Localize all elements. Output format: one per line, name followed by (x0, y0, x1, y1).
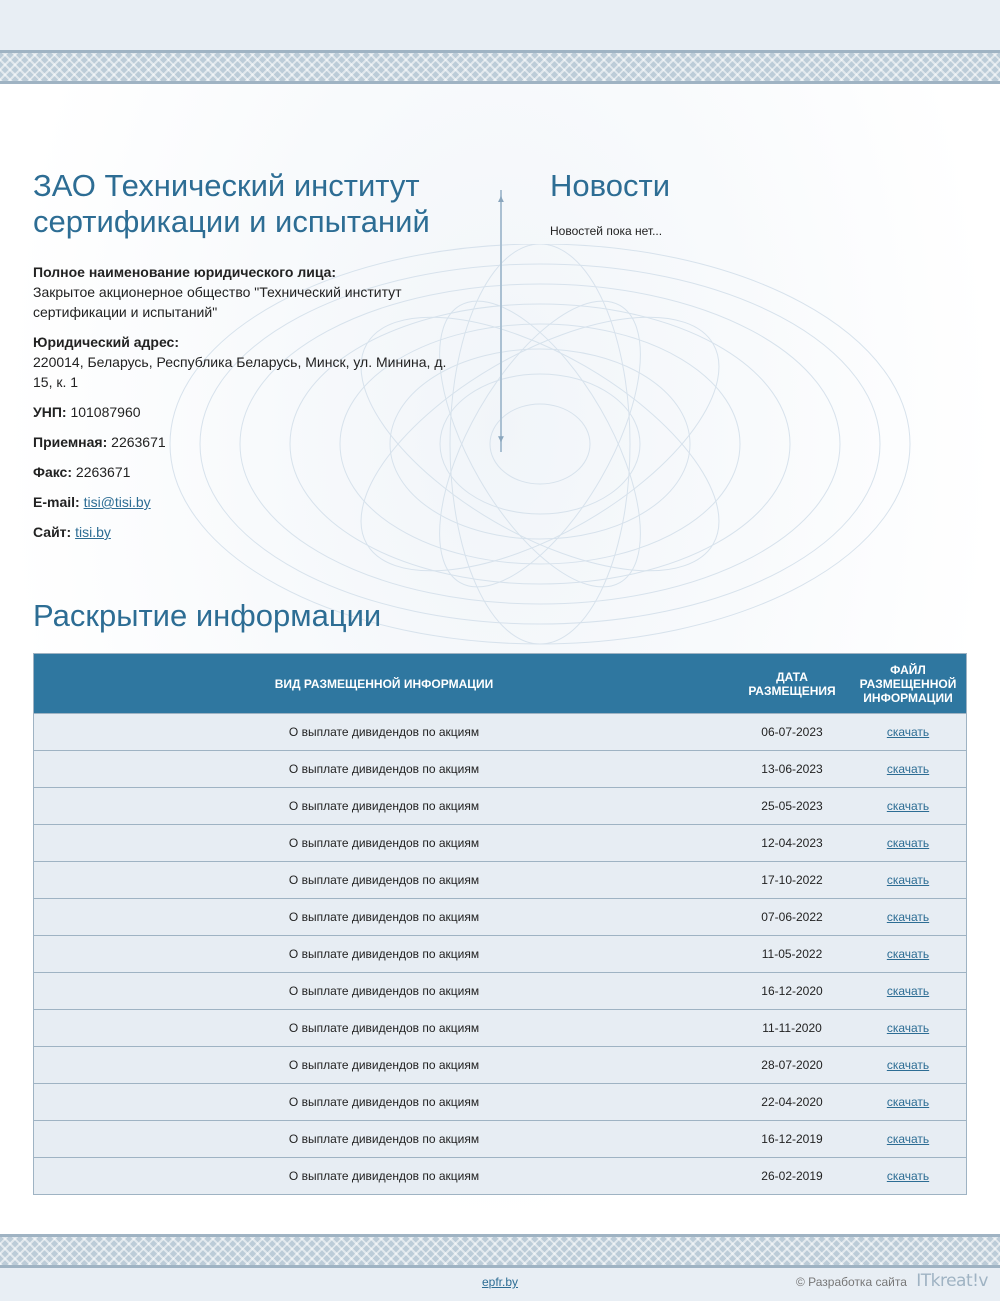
row-type-cell: О выплате дивидендов по акциям (34, 1047, 734, 1084)
row-date-cell: 25-05-2023 (734, 788, 850, 825)
site-field (33, 522, 453, 542)
footer (0, 1268, 1000, 1301)
reception-value: 2263671 (111, 434, 166, 450)
row-date-cell: 17-10-2022 (734, 862, 850, 899)
row-type-cell: О выплате дивидендов по акциям (34, 825, 734, 862)
unp-label: УНП: (33, 404, 67, 420)
news-title: Новости (550, 168, 671, 203)
row-file-cell (850, 936, 966, 973)
table-row (34, 1084, 966, 1121)
table-row (34, 1121, 966, 1158)
full-name-field (33, 262, 453, 322)
disclosure-title: Раскрытие информации (33, 598, 382, 633)
row-date-cell: 16-12-2020 (734, 973, 850, 1010)
row-type-cell: О выплате дивидендов по акциям (34, 936, 734, 973)
row-date-cell: 13-06-2023 (734, 751, 850, 788)
table-header-row (34, 654, 966, 714)
table-row (34, 825, 966, 862)
address-field (33, 332, 453, 392)
decorative-band-bottom (0, 1234, 1000, 1268)
table-row (34, 714, 966, 751)
row-type-cell: О выплате дивидендов по акциям (34, 1084, 734, 1121)
row-file-cell (850, 1158, 966, 1195)
row-date-cell: 11-11-2020 (734, 1010, 850, 1047)
disclosure-table (33, 653, 967, 1195)
row-file-cell (850, 899, 966, 936)
full-name-label: Полное наименование юридического лица: (33, 264, 337, 280)
developer-logo[interactable]: ITkreat!v (916, 1271, 988, 1291)
download-link[interactable]: скачать (886, 947, 930, 961)
row-date-cell: 11-05-2022 (734, 936, 850, 973)
table-row (34, 899, 966, 936)
download-link[interactable]: скачать (886, 873, 930, 887)
fax-value: 2263671 (75, 464, 131, 480)
download-link[interactable]: скачать (886, 910, 930, 924)
row-file-cell (850, 825, 966, 862)
row-type-cell: О выплате дивидендов по акциям (34, 862, 734, 899)
address-value: 220014, Беларусь, Республика Беларусь, Минск, ул. Минина, д. 15, к. 1 (33, 354, 447, 390)
fax-label: Факс: (33, 464, 73, 480)
column-header-type: ВИД РАЗМЕЩЕННОЙ ИНФОРМАЦИИ (34, 654, 734, 714)
news-section (550, 168, 950, 238)
email-field (33, 492, 453, 512)
download-link[interactable]: скачать (886, 799, 930, 813)
row-file-cell (850, 788, 966, 825)
row-file-cell (850, 1047, 966, 1084)
table-row (34, 936, 966, 973)
row-type-cell: О выплате дивидендов по акциям (34, 899, 734, 936)
column-divider (500, 190, 502, 452)
row-file-cell (850, 714, 966, 751)
email-link[interactable]: tisi@tisi.by (83, 494, 151, 510)
download-link[interactable]: скачать (886, 762, 930, 776)
table-row (34, 973, 966, 1010)
divider-top-ornament: ▲ (496, 194, 506, 205)
developer-credit (796, 1271, 988, 1291)
row-file-cell (850, 1121, 966, 1158)
column-header-date: ДАТА РАЗМЕЩЕНИЯ (734, 654, 850, 714)
row-date-cell: 06-07-2023 (734, 714, 850, 751)
address-label: Юридический адрес: (33, 334, 179, 350)
row-file-cell (850, 862, 966, 899)
footer-link[interactable]: epfr.by (481, 1275, 519, 1289)
row-file-cell (850, 751, 966, 788)
row-type-cell: О выплате дивидендов по акциям (34, 1010, 734, 1047)
email-label: E-mail: (33, 494, 80, 510)
credit-text: © Разработка сайта (795, 1275, 907, 1289)
row-type-cell: О выплате дивидендов по акциям (34, 751, 734, 788)
row-file-cell (850, 973, 966, 1010)
divider-bottom-ornament: ▼ (496, 434, 506, 445)
fax-field (33, 462, 453, 482)
download-link[interactable]: скачать (886, 984, 930, 998)
row-type-cell: О выплате дивидендов по акциям (34, 1121, 734, 1158)
row-type-cell: О выплате дивидендов по акциям (34, 788, 734, 825)
organization-title: ЗАО Технический институт сертификации и испытаний (33, 168, 430, 239)
row-date-cell: 12-04-2023 (734, 825, 850, 862)
download-link[interactable]: скачать (886, 1021, 930, 1035)
organization-info (33, 168, 453, 552)
table-row (34, 1047, 966, 1084)
table-row (34, 1158, 966, 1195)
row-date-cell: 28-07-2020 (734, 1047, 850, 1084)
site-label: Сайт: (33, 524, 72, 540)
row-type-cell: О выплате дивидендов по акциям (34, 973, 734, 1010)
unp-field (33, 402, 453, 422)
row-type-cell: О выплате дивидендов по акциям (34, 1158, 734, 1195)
table-row (34, 1010, 966, 1047)
reception-label: Приемная: (33, 434, 108, 450)
download-link[interactable]: скачать (886, 1058, 930, 1072)
unp-value: 101087960 (70, 404, 141, 420)
row-type-cell: О выплате дивидендов по акциям (34, 714, 734, 751)
row-date-cell: 16-12-2019 (734, 1121, 850, 1158)
row-date-cell: 07-06-2022 (734, 899, 850, 936)
row-date-cell: 22-04-2020 (734, 1084, 850, 1121)
row-file-cell (850, 1084, 966, 1121)
site-link[interactable]: tisi.by (75, 524, 111, 540)
download-link[interactable]: скачать (886, 836, 930, 850)
download-link[interactable]: скачать (886, 725, 930, 739)
full-name-value: Закрытое акционерное общество "Технический институт сертификации и испытаний" (33, 284, 402, 320)
column-header-file: ФАЙЛ РАЗМЕЩЕННОЙ ИНФОРМАЦИИ (850, 654, 966, 714)
download-link[interactable]: скачать (886, 1169, 930, 1183)
download-link[interactable]: скачать (886, 1095, 930, 1109)
decorative-band-top (0, 50, 1000, 84)
row-file-cell (850, 1010, 966, 1047)
row-date-cell: 26-02-2019 (734, 1158, 850, 1195)
news-empty-text: Новостей пока нет... (550, 224, 663, 238)
table-row (34, 862, 966, 899)
table-row (34, 788, 966, 825)
table-row (34, 751, 966, 788)
top-bar (0, 0, 1000, 50)
download-link[interactable]: скачать (886, 1132, 930, 1146)
reception-field (33, 432, 453, 452)
